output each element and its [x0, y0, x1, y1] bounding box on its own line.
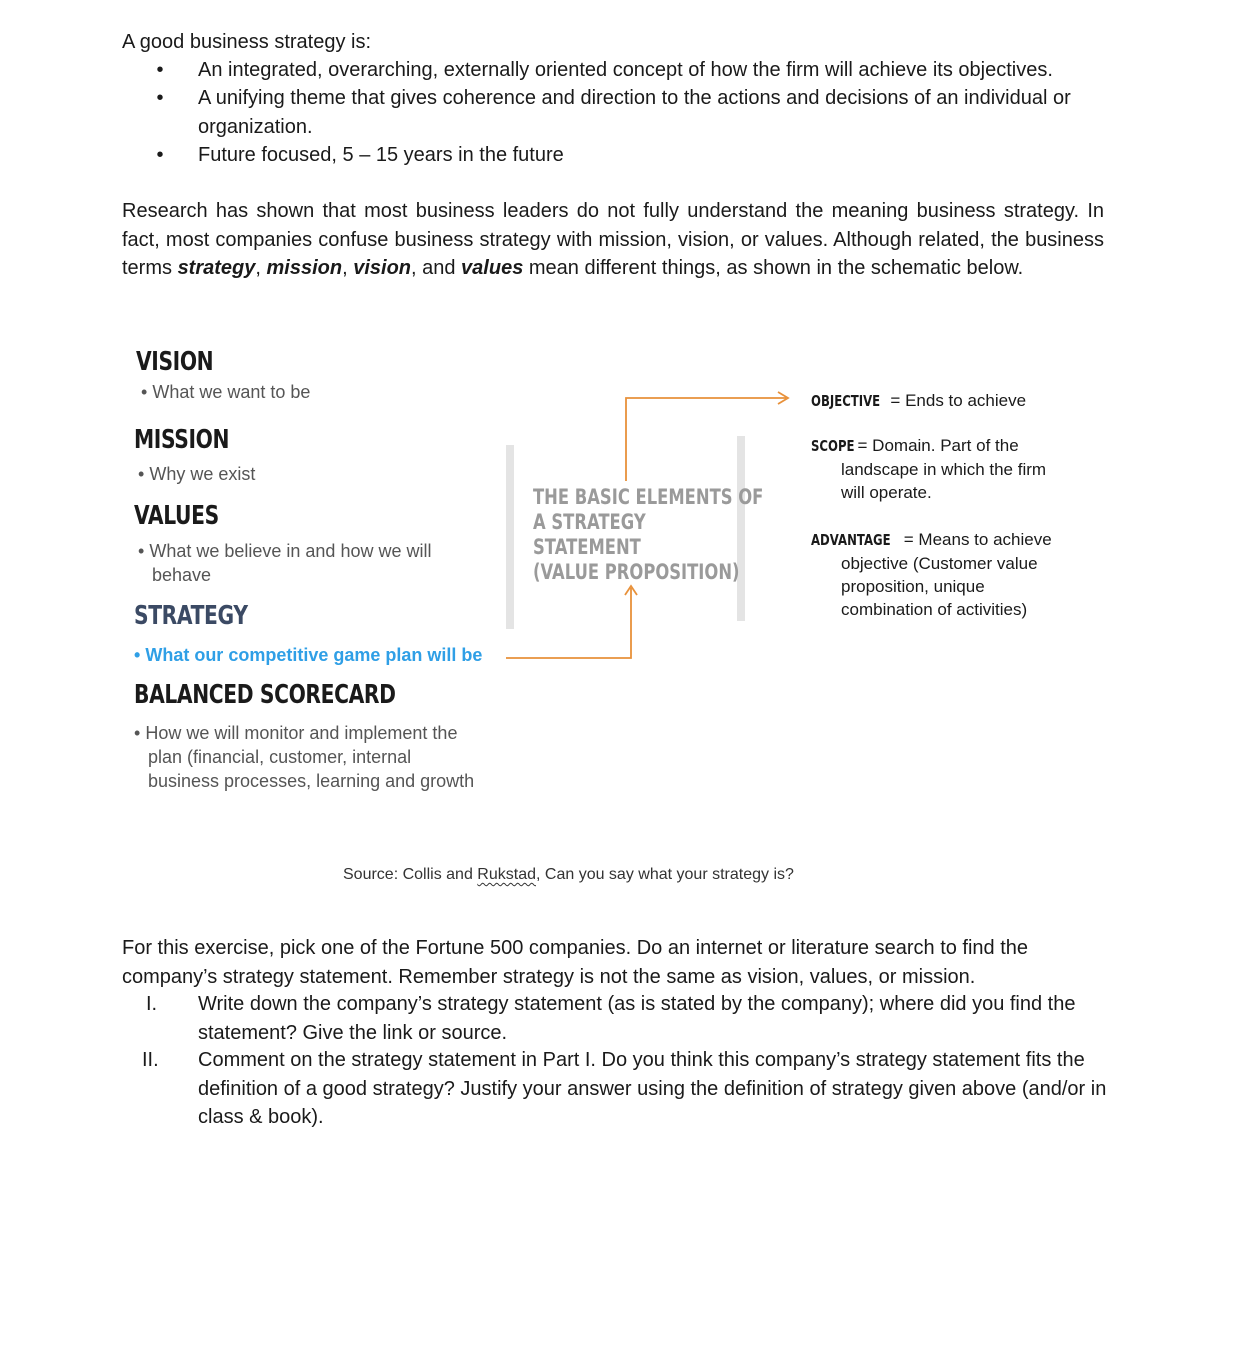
sep: , and	[411, 257, 462, 279]
arrow-from-strategy	[506, 588, 631, 658]
list-item-text: A unifying theme that gives coherence and direction to the actions and decisions of an individual or organization.	[198, 87, 1071, 138]
list-item	[122, 1046, 1107, 1132]
scope-key: SCOPE	[811, 437, 855, 455]
list-item	[122, 990, 1107, 1047]
scorecard-item: • How we will monitor and implement the plan (financial, customer, internal business processes, learning and growth	[134, 723, 475, 791]
values-heading: VALUES	[134, 501, 219, 531]
bullet-marker: •	[134, 645, 141, 665]
strategy-item: • What our competitive game plan will be	[134, 645, 483, 665]
bullet-marker: •	[156, 59, 164, 81]
research-text-1: Research has shown that most business leaders do not fully understand the meaning business strategy. In fact, most companies confuse business strategy with mission, vision, or values. Although related, the business terms	[122, 200, 1104, 279]
term-mission: mission	[266, 257, 343, 279]
list-marker: I.	[146, 993, 158, 1015]
bullet-marker: •	[156, 87, 164, 109]
sep: ,	[342, 257, 354, 279]
objective-item: OBJECTIVE = Ends to achieve	[811, 389, 1026, 413]
list-item-text: Write down the company’s strategy statement (as is stated by the company); where did you find the statement? Give the link or source.	[198, 993, 1076, 1044]
definition-intro: A good business strategy is:	[122, 31, 372, 53]
source-citation: Source: Collis and Rukstad, Can you say what your strategy is?	[343, 866, 794, 883]
objective-key: OBJECTIVE	[811, 392, 881, 410]
center-title: THE BASIC ELEMENTS OF A STRATEGY STATEMENT (VALUE PROPOSITION)	[533, 485, 764, 584]
term-strategy: strategy	[177, 257, 256, 279]
bullet-marker: •	[138, 541, 145, 561]
bullet-marker: •	[134, 723, 141, 743]
sep: ,	[255, 257, 267, 279]
bullet-marker: •	[138, 464, 145, 484]
scope-item: SCOPE = Domain. Part of the landscape in which the firm will operate.	[811, 436, 1047, 502]
list-item-text: Comment on the strategy statement in Part I. Do you think this company’s strategy statement fits the definition of a good strategy? Justify your answer using the definition of strategy given above (and/or in class & book).	[198, 1049, 1107, 1128]
list-item-text: Future focused, 5 – 15 years in the future	[198, 144, 564, 166]
mission-heading: MISSION	[134, 425, 230, 455]
research-text-2: mean different things, as shown in the schematic below.	[523, 257, 1024, 279]
vision-heading: VISION	[136, 347, 214, 377]
strategy-heading: STRATEGY	[134, 601, 248, 631]
mission-item: • Why we exist	[138, 464, 256, 484]
term-vision: vision	[353, 257, 411, 279]
source-author: Rukstad	[477, 866, 536, 883]
exercise-intro: For this exercise, pick one of the Fortune 500 companies. Do an internet or literature search to find the company’s strategy statement. Remember strategy is not the same as vision, values, or mission.	[122, 937, 1029, 988]
list-item-text: An integrated, overarching, externally oriented concept of how the firm will achieve its objectives.	[198, 59, 1053, 81]
arrow-to-objective	[626, 398, 786, 481]
list-marker: II.	[142, 1049, 159, 1071]
advantage-item: ADVANTAGE = Means to achieve objective (Customer value proposition, unique combination of activities)	[811, 530, 1052, 619]
term-values: values	[461, 257, 524, 279]
bullet-marker: •	[156, 144, 164, 166]
values-item: • What we believe in and how we will behave	[138, 541, 432, 585]
bullet-marker: •	[141, 382, 148, 402]
vision-item: • What we want to be	[141, 382, 311, 402]
advantage-key: ADVANTAGE	[811, 531, 891, 549]
scorecard-heading: BALANCED SCORECARD	[134, 680, 396, 710]
